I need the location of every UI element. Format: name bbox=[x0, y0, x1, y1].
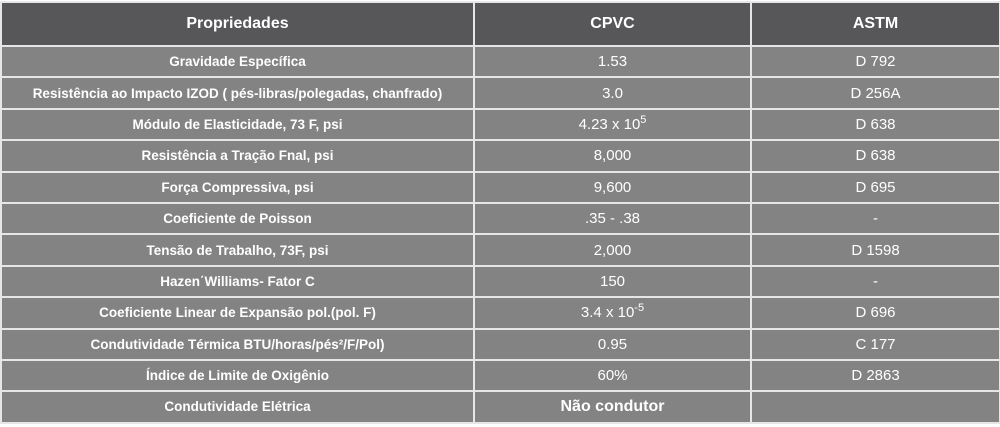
property-cell: Resistência a Tração Fnal, psi bbox=[1, 140, 474, 171]
cpvc-cell bbox=[474, 234, 751, 265]
cpvc-cell bbox=[474, 46, 751, 77]
table-row bbox=[1, 360, 1000, 391]
table-row bbox=[1, 329, 1000, 360]
cpvc-value: .35 - .38 bbox=[584, 210, 641, 228]
cpvc-cell bbox=[474, 203, 751, 234]
property-cell: Resistência ao Impacto IZOD ( pés-libras/polegadas, chanfrado) bbox=[1, 77, 474, 108]
cpvc-cell bbox=[474, 172, 751, 203]
table-row bbox=[1, 203, 1000, 234]
astm-cell: D 256A bbox=[751, 77, 1000, 108]
cpvc-exponent: 5 bbox=[640, 113, 647, 126]
table-row bbox=[1, 140, 1000, 171]
header-property: Propriedades bbox=[1, 2, 474, 46]
cpvc-cell bbox=[474, 360, 751, 391]
cpvc-value: Não condutor bbox=[560, 397, 665, 415]
cpvc-value: 60% bbox=[597, 367, 628, 385]
cpvc-exponent: -5 bbox=[634, 302, 645, 315]
table-row bbox=[1, 109, 1000, 140]
property-cell: Tensão de Trabalho, 73F, psi bbox=[1, 234, 474, 265]
cpvc-value: 0.95 bbox=[597, 335, 628, 353]
cpvc-value: 3.4 x 10 bbox=[580, 304, 635, 322]
cpvc-cell bbox=[474, 77, 751, 108]
table-row bbox=[1, 391, 1000, 422]
properties-table bbox=[0, 1, 1000, 424]
cpvc-cell bbox=[474, 391, 751, 422]
astm-cell: D 638 bbox=[751, 140, 1000, 171]
table-row bbox=[1, 172, 1000, 203]
table-row bbox=[1, 266, 1000, 297]
property-cell: Coeficiente Linear de Expansão pol.(pol. F) bbox=[1, 297, 474, 328]
table-row bbox=[1, 77, 1000, 108]
table-row bbox=[1, 234, 1000, 265]
cpvc-cell bbox=[474, 329, 751, 360]
property-cell: Gravidade Específica bbox=[1, 46, 474, 77]
property-cell: Índice de Limite de Oxigênio bbox=[1, 360, 474, 391]
cpvc-value: 9,600 bbox=[593, 178, 632, 196]
cpvc-value: 150 bbox=[599, 272, 626, 290]
cpvc-cell bbox=[474, 140, 751, 171]
astm-cell bbox=[751, 391, 1000, 422]
property-cell: Força Compressiva, psi bbox=[1, 172, 474, 203]
cpvc-value: 2,000 bbox=[593, 241, 632, 259]
astm-cell: D 638 bbox=[751, 109, 1000, 140]
astm-cell: D 696 bbox=[751, 297, 1000, 328]
property-cell: Hazen΄Williams- Fator C bbox=[1, 266, 474, 297]
property-cell: Módulo de Elasticidade, 73 F, psi bbox=[1, 109, 474, 140]
astm-cell: - bbox=[751, 266, 1000, 297]
table-row bbox=[1, 46, 1000, 77]
cpvc-cell bbox=[474, 109, 751, 140]
table-row bbox=[1, 297, 1000, 328]
cpvc-value: 1.53 bbox=[597, 53, 628, 71]
astm-cell: C 177 bbox=[751, 329, 1000, 360]
cpvc-value: 8,000 bbox=[593, 147, 632, 165]
property-cell: Condutividade Térmica BTU/horas/pés²/F/Pol) bbox=[1, 329, 474, 360]
cpvc-value: 4.23 x 10 bbox=[578, 115, 641, 133]
astm-cell: D 2863 bbox=[751, 360, 1000, 391]
property-cell: Coeficiente de Poisson bbox=[1, 203, 474, 234]
header-row bbox=[1, 2, 1000, 46]
cpvc-cell bbox=[474, 266, 751, 297]
astm-cell: D 695 bbox=[751, 172, 1000, 203]
property-cell: Condutividade Elétrica bbox=[1, 391, 474, 422]
cpvc-cell bbox=[474, 297, 751, 328]
header-cpvc: CPVC bbox=[474, 2, 751, 46]
astm-cell: D 1598 bbox=[751, 234, 1000, 265]
cpvc-value: 3.0 bbox=[602, 84, 623, 102]
header-astm: ASTM bbox=[751, 2, 1000, 46]
astm-cell: - bbox=[751, 203, 1000, 234]
astm-cell: D 792 bbox=[751, 46, 1000, 77]
